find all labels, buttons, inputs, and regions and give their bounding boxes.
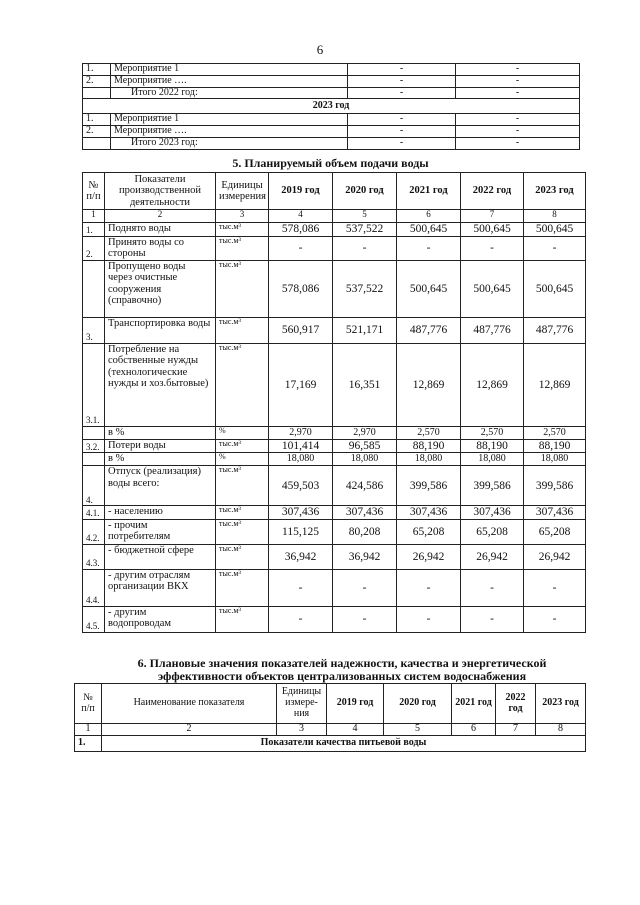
value-cell: 578,086 — [269, 261, 333, 318]
col-header-year: 2021 год — [452, 684, 496, 724]
value-cell: 500,645 — [461, 261, 524, 318]
value-cell: 2,970 — [269, 427, 333, 440]
table-cell: - — [348, 137, 456, 149]
table-row — [83, 114, 580, 126]
col-header-year: 2020 год — [384, 684, 452, 724]
table-cell: - — [456, 87, 580, 99]
value-cell: 26,942 — [397, 544, 461, 569]
table-row — [83, 223, 586, 237]
col-header-indicator: Показатели производственной деятельности — [105, 173, 216, 210]
value-cell: 18,080 — [524, 453, 586, 466]
unit-cell: % — [216, 427, 269, 440]
value-cell: 399,586 — [461, 466, 524, 506]
index-cell: 6 — [397, 210, 461, 223]
indicator-name: - прочим потребителям — [105, 519, 216, 544]
table-cell: - — [348, 75, 456, 87]
row-number — [83, 427, 105, 440]
section-6-title: 6. Плановые значения показателей надежности, качества и энергетической эффективности объектов централизованных систем водоснабжения — [137, 656, 547, 684]
total-row — [83, 137, 580, 149]
indicator-name: в % — [105, 427, 216, 440]
col-header-unit: Единицы измере-ния — [277, 684, 327, 724]
row-number: 2. — [83, 126, 111, 138]
value-cell: - — [333, 237, 397, 261]
table-cell: - — [456, 75, 580, 87]
indicator-name: - другим отраслям организации ВКХ — [105, 569, 216, 606]
water-supply-volume-table — [82, 172, 586, 633]
value-cell: - — [397, 569, 461, 606]
value-cell: 487,776 — [461, 318, 524, 344]
col-header-year: 2023 год — [536, 684, 586, 724]
value-cell: 578,086 — [269, 223, 333, 237]
value-cell: - — [461, 606, 524, 632]
value-cell: 537,522 — [333, 223, 397, 237]
measure-name: Мероприятие …. — [111, 126, 348, 138]
value-cell: 12,869 — [524, 344, 586, 427]
value-cell: 2,570 — [461, 427, 524, 440]
reliability-indicators-table — [74, 683, 586, 752]
indicator-name: в % — [105, 453, 216, 466]
table-cell: - — [348, 126, 456, 138]
value-cell: 26,942 — [524, 544, 586, 569]
row-number: 4.1. — [83, 506, 105, 519]
value-cell: 2,570 — [397, 427, 461, 440]
row-number: 1. — [75, 736, 102, 752]
unit-cell: тыс.м³ — [216, 569, 269, 606]
table-row — [83, 569, 586, 606]
value-cell: 12,869 — [461, 344, 524, 427]
table-cell: - — [348, 87, 456, 99]
value-cell: 500,645 — [461, 223, 524, 237]
value-cell: 115,125 — [269, 519, 333, 544]
value-cell: 307,436 — [333, 506, 397, 519]
value-cell: - — [269, 606, 333, 632]
table-cell: - — [348, 114, 456, 126]
row-number: 3. — [83, 318, 105, 344]
table-row — [83, 466, 586, 506]
index-row — [83, 210, 586, 223]
index-cell: 8 — [524, 210, 586, 223]
row-number: 4.3. — [83, 544, 105, 569]
table-cell: - — [456, 126, 580, 138]
index-cell: 6 — [452, 724, 496, 736]
indicator-name: Принято воды со стороны — [105, 237, 216, 261]
col-header-year: 2019 год — [269, 173, 333, 210]
row-number: 3.1. — [83, 344, 105, 427]
row-number: 2. — [83, 237, 105, 261]
value-cell: 537,522 — [333, 261, 397, 318]
total-label: Итого 2023 год: — [111, 137, 348, 149]
col-header-number: № п/п — [83, 173, 105, 210]
year-heading: 2023 год — [83, 99, 580, 114]
value-cell: 65,208 — [524, 519, 586, 544]
value-cell: 2,570 — [524, 427, 586, 440]
index-cell: 2 — [102, 724, 277, 736]
measure-name: Мероприятие 1 — [111, 64, 348, 76]
value-cell: 307,436 — [461, 506, 524, 519]
value-cell: 18,080 — [333, 453, 397, 466]
value-cell: 307,436 — [524, 506, 586, 519]
value-cell: 88,190 — [461, 440, 524, 453]
value-cell: - — [333, 569, 397, 606]
table-row — [83, 453, 586, 466]
year-row — [83, 99, 580, 114]
row-number: 1. — [83, 223, 105, 237]
table-row — [83, 126, 580, 138]
value-cell: 487,776 — [524, 318, 586, 344]
value-cell: - — [269, 569, 333, 606]
value-cell: - — [524, 606, 586, 632]
value-cell: 18,080 — [269, 453, 333, 466]
value-cell: 65,208 — [397, 519, 461, 544]
value-cell: 26,942 — [461, 544, 524, 569]
table-row — [83, 606, 586, 632]
col-header-year: 2021 год — [397, 173, 461, 210]
value-cell: 459,503 — [269, 466, 333, 506]
table-row — [83, 261, 586, 318]
unit-cell: тыс.м³ — [216, 519, 269, 544]
col-header-year: 2023 год — [524, 173, 586, 210]
total-label: Итого 2022 год: — [111, 87, 348, 99]
section-5-title: 5. Планируемый объем подачи воды — [232, 156, 429, 170]
col-header-year: 2019 год — [327, 684, 384, 724]
unit-cell: % — [216, 453, 269, 466]
value-cell: 560,917 — [269, 318, 333, 344]
table-row — [83, 427, 586, 440]
col-header-year: 2020 год — [333, 173, 397, 210]
value-cell: 17,169 — [269, 344, 333, 427]
value-cell: - — [333, 606, 397, 632]
value-cell: 307,436 — [269, 506, 333, 519]
value-cell: 2,970 — [333, 427, 397, 440]
indicator-name: Потери воды — [105, 440, 216, 453]
index-cell: 4 — [269, 210, 333, 223]
table-body — [83, 223, 586, 633]
table-row — [83, 440, 586, 453]
table-row — [83, 75, 580, 87]
table-cell: - — [456, 114, 580, 126]
row-number: 4.5. — [83, 606, 105, 632]
unit-cell: тыс.м³ — [216, 261, 269, 318]
row-number — [83, 261, 105, 318]
indicator-name: Потребление на собственные нужды (технологические нужды и хоз.бытовые) — [105, 344, 216, 427]
unit-cell: тыс.м³ — [216, 440, 269, 453]
value-cell: 80,208 — [333, 519, 397, 544]
page-number: 6 — [316, 42, 324, 57]
index-row — [75, 724, 586, 736]
value-cell: 500,645 — [397, 261, 461, 318]
value-cell: 12,869 — [397, 344, 461, 427]
value-cell: 65,208 — [461, 519, 524, 544]
indicator-name: - бюджетной сфере — [105, 544, 216, 569]
group-row — [75, 736, 586, 752]
value-cell: 36,942 — [333, 544, 397, 569]
value-cell: - — [461, 569, 524, 606]
index-cell: 4 — [327, 724, 384, 736]
indicator-name: Поднято воды — [105, 223, 216, 237]
index-cell: 5 — [384, 724, 452, 736]
unit-cell: тыс.м³ — [216, 318, 269, 344]
row-number: 4. — [83, 466, 105, 506]
row-number: 4.4. — [83, 569, 105, 606]
table-row — [83, 506, 586, 519]
row-number: 3.2. — [83, 440, 105, 453]
col-header-number: № п/п — [75, 684, 102, 724]
value-cell: 16,351 — [333, 344, 397, 427]
value-cell: 88,190 — [397, 440, 461, 453]
table-row — [83, 64, 580, 76]
index-cell: 7 — [461, 210, 524, 223]
indicator-name: - населению — [105, 506, 216, 519]
indicator-name: Транспортировка воды — [105, 318, 216, 344]
index-cell: 2 — [105, 210, 216, 223]
index-cell: 8 — [536, 724, 586, 736]
value-cell: 18,080 — [397, 453, 461, 466]
value-cell: 500,645 — [397, 223, 461, 237]
row-number: 4.2. — [83, 519, 105, 544]
unit-cell: тыс.м³ — [216, 606, 269, 632]
value-cell: - — [524, 237, 586, 261]
value-cell: - — [397, 606, 461, 632]
index-cell: 1 — [83, 210, 105, 223]
col-header-unit: Единицы измерения — [216, 173, 269, 210]
row-number — [83, 453, 105, 466]
value-cell: 500,645 — [524, 261, 586, 318]
row-number: 2. — [83, 75, 111, 87]
value-cell: 307,436 — [397, 506, 461, 519]
group-heading: Показатели качества питьевой воды — [102, 736, 586, 752]
unit-cell: тыс.м³ — [216, 506, 269, 519]
index-cell: 3 — [277, 724, 327, 736]
index-cell: 7 — [496, 724, 536, 736]
value-cell: 101,414 — [269, 440, 333, 453]
value-cell: 500,645 — [524, 223, 586, 237]
value-cell: 96,585 — [333, 440, 397, 453]
header-row — [83, 173, 586, 210]
value-cell: - — [269, 237, 333, 261]
table-row — [83, 237, 586, 261]
unit-cell: тыс.м³ — [216, 344, 269, 427]
value-cell: - — [397, 237, 461, 261]
indicator-name: Пропущено воды через очистные сооружения (справочно) — [105, 261, 216, 318]
unit-cell: тыс.м³ — [216, 544, 269, 569]
table-row — [83, 519, 586, 544]
value-cell: 399,586 — [397, 466, 461, 506]
index-cell: 1 — [75, 724, 102, 736]
table-cell: - — [456, 137, 580, 149]
measures-table — [82, 63, 580, 150]
value-cell: - — [524, 569, 586, 606]
value-cell: 399,586 — [524, 466, 586, 506]
indicator-name: - другим водопроводам — [105, 606, 216, 632]
value-cell: 36,942 — [269, 544, 333, 569]
table-row — [83, 544, 586, 569]
value-cell: 18,080 — [461, 453, 524, 466]
measure-name: Мероприятие 1 — [111, 114, 348, 126]
unit-cell: тыс.м³ — [216, 223, 269, 237]
value-cell: 88,190 — [524, 440, 586, 453]
row-number: 1. — [83, 114, 111, 126]
index-cell: 3 — [216, 210, 269, 223]
col-header-name: Наименование показателя — [102, 684, 277, 724]
index-cell: 5 — [333, 210, 397, 223]
col-header-year: 2022 год — [461, 173, 524, 210]
table-cell: - — [456, 64, 580, 76]
measure-name: Мероприятие …. — [111, 75, 348, 87]
unit-cell: тыс.м³ — [216, 237, 269, 261]
value-cell: 424,586 — [333, 466, 397, 506]
value-cell: 487,776 — [397, 318, 461, 344]
table-cell: - — [348, 64, 456, 76]
header-row — [75, 684, 586, 724]
indicator-name: Отпуск (реализация) воды всего: — [105, 466, 216, 506]
row-number: 1. — [83, 64, 111, 76]
value-cell: 521,171 — [333, 318, 397, 344]
table-row — [83, 318, 586, 344]
col-header-year: 2022 год — [496, 684, 536, 724]
total-row — [83, 87, 580, 99]
value-cell: - — [461, 237, 524, 261]
unit-cell: тыс.м³ — [216, 466, 269, 506]
table-row — [83, 344, 586, 427]
